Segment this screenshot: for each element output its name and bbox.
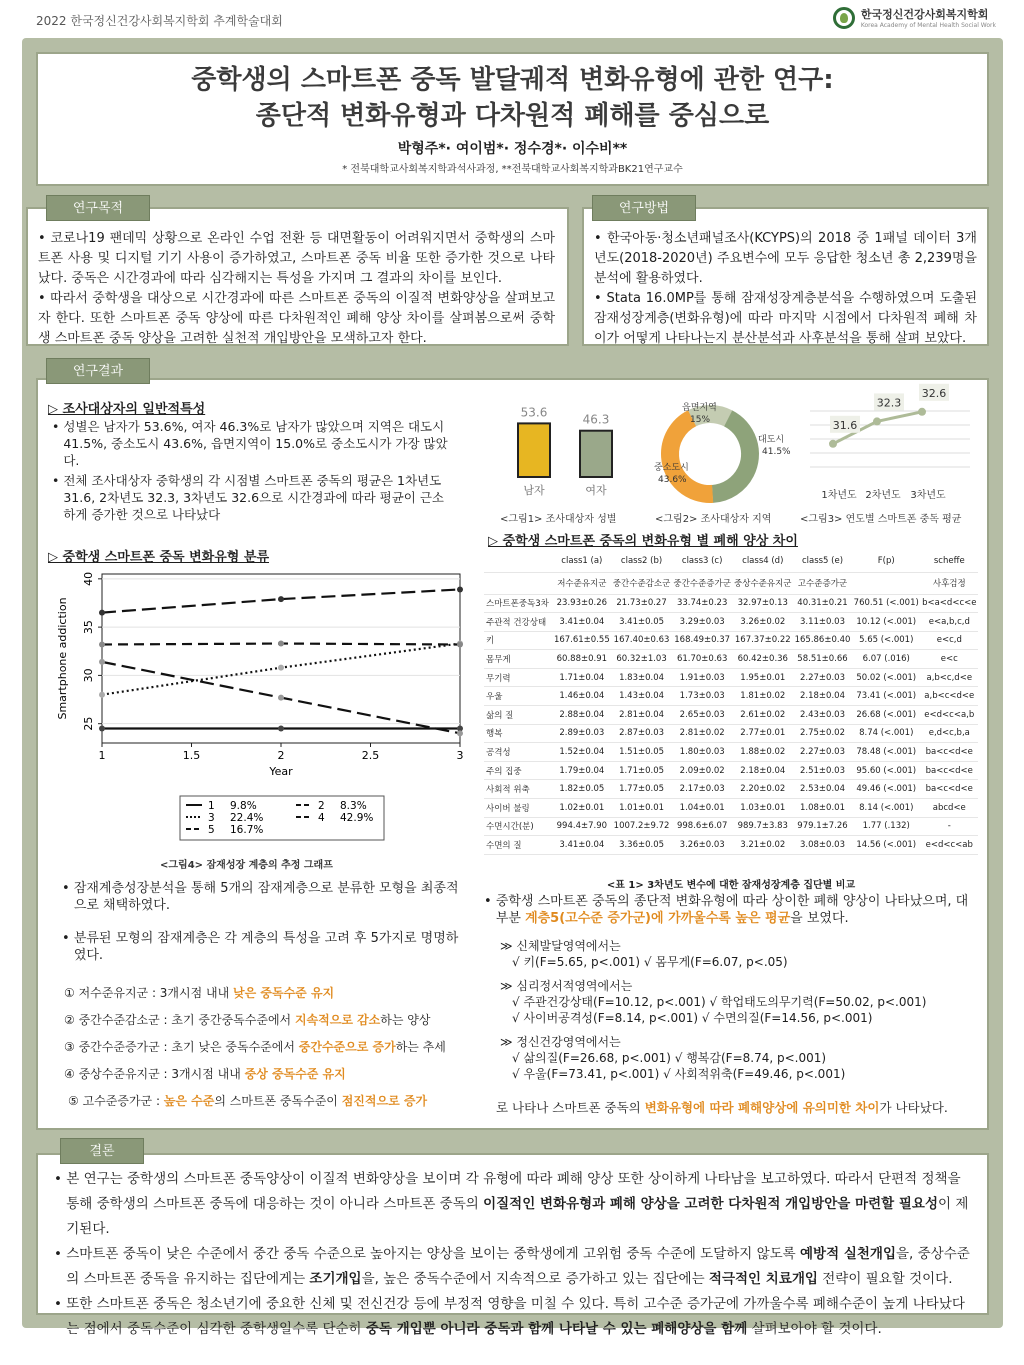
table-cell: 2.75±0.02 — [793, 724, 852, 743]
harm-final-statement: 로 나타나 스마트폰 중독의 변화유형에 따라 폐해양상에 유의미한 차이가 나타났다. — [496, 1100, 948, 1115]
table-cell: 3.36±0.05 — [611, 836, 672, 855]
table-cell: 3.21±0.02 — [732, 836, 793, 855]
class-item-2: ② 중간수준감소군 : 초기 중간중독수준에서 지속적으로 감소하는 양상 — [64, 1013, 431, 1027]
gender-value-label: 46.3 — [582, 412, 610, 427]
table-cell: 2.18±0.04 — [732, 761, 793, 780]
yearly-mean-value: 32.3 — [876, 396, 902, 410]
year-label: 1차년도 — [821, 490, 857, 501]
table-row-label: 사이버 불링 — [484, 799, 552, 818]
table-cell: 2.17±0.03 — [672, 780, 733, 799]
table-cell: e<d<c<a,b — [921, 706, 978, 725]
harm-summary — [484, 893, 974, 927]
table-cell: 2.61±0.02 — [732, 706, 793, 725]
title-line-1: 중학생의 스마트폰 중독 발달궤적 변화유형에 관한 연구: — [191, 65, 834, 95]
table-cell: 49.46 (<.001) — [852, 780, 921, 799]
table-cell: 50.02 (<.001) — [852, 668, 921, 687]
table-cell: 1.46±0.04 — [552, 687, 611, 706]
table-cell: F(p) — [852, 550, 921, 572]
table-row — [484, 631, 978, 650]
class-bullet-2: 분류된 모형의 잠재계층은 각 계층의 특성을 고려 후 5가지로 명명하였다. — [73, 931, 459, 963]
table-cell — [852, 572, 921, 594]
conclusion-text-run: 본 연구는 중학생의 스마트폰 중독양상이 이질적 변화양상을 보이며 각 유형에 따라 폐해 양상 또한 상이하게 나타남을 보고하였다. 따라서 단편적 정책을 통해 중학생의 스마트폰 중독에 대응하는 것이 아니라 스마트폰 중독의 이질적인 변화유형과 폐해 양상을 고려한 다차원적 개입방안을 마련할 필요성이 제기된다. — [66, 1171, 969, 1237]
table-row — [484, 724, 978, 743]
table-cell: 60.42±0.36 — [732, 650, 793, 669]
table-cell: 중상수준유지군 — [732, 572, 793, 594]
table-cell: 994.4±7.90 — [552, 817, 611, 836]
table-cell: 1.79±0.04 — [552, 761, 611, 780]
table-cell: 1.88±0.02 — [732, 743, 793, 762]
table-cell: 78.48 (<.001) — [852, 743, 921, 762]
table-cell: 3.26±0.03 — [672, 836, 733, 855]
table-row — [484, 687, 978, 706]
legend-class-pct: 42.9% — [340, 812, 374, 824]
harm-summary-text: 중학생 스마트폰 중독의 종단적 변화유형에 따라 상이한 폐해 양상이 나타났으며, 대부분 계층5(고수준 증가군)에 가까울수록 높은 평균을 보였다. — [495, 894, 969, 926]
class-item-3: ③ 중간수준증가군 : 초기 낮은 중독수준에서 중간수준으로 증가하는 추세 — [64, 1040, 446, 1054]
table-cell: 60.32±1.03 — [611, 650, 672, 669]
table-row-label: 행복 — [484, 724, 552, 743]
table-row-label — [484, 550, 552, 572]
bullet-dot-icon: • — [484, 894, 496, 909]
table-row-label — [484, 572, 552, 594]
harm-areas — [500, 938, 980, 1082]
x-axis-label: Year — [269, 765, 293, 778]
conclusion-panel — [36, 1153, 989, 1337]
section-tab-results: 연구결과 — [46, 358, 150, 384]
table-row-label: 무기력 — [484, 668, 552, 687]
conclusion-text — [38, 1155, 987, 1342]
table-cell: 60.88±0.91 — [552, 650, 611, 669]
table-cell: 168.49±0.37 — [672, 631, 733, 650]
society-logo-icon — [833, 7, 855, 29]
purpose-paragraph-2: • 따라서 중학생을 대상으로 시간경과에 따른 스마트폰 중독의 이질적 변화양상을 살펴보고자 한다. 또한 스마트폰 중독 양상에 따른 다차원적인 폐해 양상 차이를 살펴봄으로써 중학생 스마트폰 중독 양상을 고려한 실천적 개입방안을 모색하고자 한다. — [38, 291, 555, 346]
class-item-5: ⑤ 고수준증가군 : 높은 수준의 스마트폰 중독수준이 점진적으로 증가 — [68, 1094, 428, 1108]
bullet-dot-icon: • — [52, 419, 64, 434]
table-cell: 1.51±0.05 — [611, 743, 672, 762]
table-cell: 1.95±0.01 — [732, 668, 793, 687]
table-cell: 167.61±0.55 — [552, 631, 611, 650]
y-tick-label: 25 — [82, 716, 95, 731]
trajectory-point — [278, 665, 284, 671]
table-cell: 1.83±0.04 — [611, 668, 672, 687]
legend-class-name: 2 — [318, 800, 325, 812]
table-row-label: 주관적 건강상태 — [484, 613, 552, 632]
table-cell: 40.31±0.21 — [793, 594, 852, 613]
table-cell: 1.77 (.132) — [852, 817, 921, 836]
table-cell: class4 (d) — [732, 550, 793, 572]
yearly-mean-point — [873, 417, 881, 425]
area-psychological: ≫ 심리정서적영역에서는 √ 주관건강상태(F=10.12, p<.001) √ 학업태도의무기력(F=50.02, p<.001) √ 사이버공격성(F=8.14, p<.001) √ 수면의질(F=14.56, p<.001) — [500, 979, 927, 1025]
table-row — [484, 761, 978, 780]
table-cell: e,d<c,b,a — [921, 724, 978, 743]
general-bullets — [52, 418, 452, 523]
table-cell: 760.51 (<.001) — [852, 594, 921, 613]
y-tick-label: 35 — [82, 620, 95, 635]
table-header-row — [484, 550, 978, 572]
table-cell: 61.70±0.63 — [672, 650, 733, 669]
table-row — [484, 668, 978, 687]
authors: 박형주*· 여이범*· 정수경*· 이수비** — [397, 141, 628, 157]
table-cell: 2.27±0.03 — [793, 743, 852, 762]
table-cell: 사후검정 — [921, 572, 978, 594]
table-cell: 3.26±0.02 — [732, 613, 793, 632]
region-slice-value: 41.5% — [762, 447, 791, 457]
table-cell: e<a,b,c,d — [921, 613, 978, 632]
poster-title — [38, 62, 987, 134]
legend-class-name: 1 — [208, 800, 215, 812]
table-header-row — [484, 572, 978, 594]
x-tick-label: 1 — [98, 749, 106, 762]
gender-category-label: 여자 — [585, 484, 607, 497]
section-tab-conclusion: 결론 — [60, 1138, 144, 1164]
table-cell: 2.89±0.03 — [552, 724, 611, 743]
gender-bar-chart — [500, 398, 640, 508]
title-line-2: 종단적 변화유형과 다차원적 폐해를 중심으로 — [255, 101, 770, 131]
table-cell: 3.29±0.03 — [672, 613, 733, 632]
region-donut-chart — [652, 398, 791, 508]
yearly-mean-point — [918, 408, 926, 416]
table-cell: 2.09±0.02 — [672, 761, 733, 780]
legend-class-pct: 9.8% — [230, 800, 257, 812]
table-row-label: 수면시간(분) — [484, 817, 552, 836]
table-cell: 14.56 (<.001) — [852, 836, 921, 855]
figure2-caption: <그림2> 조사대상자 지역 — [655, 514, 772, 525]
trajectory-point — [278, 695, 284, 701]
conclusion-text-run: 또한 스마트폰 중독은 청소년기에 중요한 신체 및 전신건강 등에 부정적 영향을 미칠 수 있다. 특히 고수준 증가군에 가까울수록 폐해수준이 높게 나타났다는 점에서 중독수준이 심각한 중학생일수록 단순히 중독 개입뿐 아니라 중독과 함께 나타날 수 있는 폐해양상을 함께 살펴보아야 할 것이다. — [66, 1296, 965, 1337]
table-cell: 3.11±0.03 — [793, 613, 852, 632]
table-cell: 1.52±0.04 — [552, 743, 611, 762]
class-classification-heading: ▷ 중학생 스마트폰 중독 변화유형 분류 — [48, 550, 269, 565]
table-row-label: 몸무게 — [484, 650, 552, 669]
society-name-en: Korea Academy of Mental Health Social Work — [860, 22, 996, 29]
conclusion-paragraph-1 — [54, 1167, 973, 1242]
region-slice-label: 읍면지역 — [682, 403, 717, 413]
y-tick-label: 40 — [82, 571, 95, 586]
conference-name: 2022 한국정신건강사회복지학회 추계학술대회 — [36, 14, 283, 28]
x-tick-label: 3 — [456, 749, 464, 762]
table-cell: 1.73±0.03 — [672, 687, 733, 706]
region-slice-value: 15% — [690, 415, 711, 425]
table-row — [484, 817, 978, 836]
conclusion-text-run: 스마트폰 중독이 낮은 수준에서 중간 중독 수준으로 높아지는 양상을 보이는 중학생에게 고위험 중독 수준에 도달하지 않도록 예방적 실천개입을, 중상수준의 스마트폰 중독을 유지하는 집단에게는 조기개입을, 높은 중독수준에서 지속적으로 증가하고 있는 집단에는 적극적인 치료개입 전략이 필요할 것이다. — [66, 1246, 970, 1287]
table-cell: 1.82±0.05 — [552, 780, 611, 799]
area-physical: ≫ 신체발달영역에서는 √ 키(F=5.65, p<.001) √ 몸무게(F=6.07, p<.05) — [500, 939, 788, 969]
table1-caption: <표 1> 3차년도 변수에 대한 잠재성장계층 집단별 비교 — [606, 880, 856, 891]
conclusion-paragraph-3 — [54, 1292, 973, 1342]
year-label: 3차년도 — [910, 490, 946, 501]
table-cell: 8.14 (<.001) — [852, 799, 921, 818]
table-cell: 2.51±0.03 — [793, 761, 852, 780]
table-cell: 6.07 (.016) — [852, 650, 921, 669]
bullet-dot-icon: • — [52, 473, 64, 488]
table-cell: a,b<c<d<e — [921, 687, 978, 706]
table-row — [484, 836, 978, 855]
x-tick-label: 2 — [277, 749, 285, 762]
table-cell: 95.60 (<.001) — [852, 761, 921, 780]
table-row — [484, 799, 978, 818]
table-cell: 1.80±0.03 — [672, 743, 733, 762]
table-row — [484, 743, 978, 762]
trajectory-point — [457, 586, 463, 592]
table-cell: 2.53±0.04 — [793, 780, 852, 799]
table-row-label: 스마트폰중독3차 — [484, 594, 552, 613]
table-cell: 1.71±0.04 — [552, 668, 611, 687]
trajectory-point — [99, 692, 105, 698]
affiliation: * 전북대학교사회복지학과석사과정, **전북대학교사회복지학과BK21연구교수 — [342, 164, 683, 175]
yearly-mean-value: 31.6 — [832, 418, 858, 432]
area-mental-health: ≫ 정신건강영역에서는 √ 삶의질(F=26.68, p<.001) √ 행복감(F=8.74, p<.001) √ 우울(F=73.41, p<.001) √ 사회적위축(F=49.46, p<.001) — [500, 1035, 846, 1081]
table-cell: ba<c<d<e — [921, 780, 978, 799]
table-cell: 저수준유지군 — [552, 572, 611, 594]
bullet-dot-icon: • — [62, 881, 74, 896]
table-cell: 2.81±0.02 — [672, 724, 733, 743]
table-row-label: 공격성 — [484, 743, 552, 762]
figure1-caption: <그림1> 조사대상자 성별 — [500, 514, 617, 525]
table-cell: 1.71±0.05 — [611, 761, 672, 780]
bullet-dot-icon: • — [54, 1171, 67, 1187]
bullet-dot-icon: • — [54, 1246, 67, 1262]
year-label: 2차년도 — [865, 490, 901, 501]
table-cell: 1.08±0.01 — [793, 799, 852, 818]
legend-class-name: 4 — [318, 812, 325, 824]
method-paragraph-2: • Stata 16.0MP를 통해 잠재성장계층분석을 수행하였으며 도출된 잠재성장계층(변화유형)에 따라 마지막 시점에서 다차원적 폐해 차이가 어떻게 나타나는지 분산분석과 사후분석을 통해 살펴 보았다. — [594, 291, 977, 346]
table-row-label: 수면의 질 — [484, 836, 552, 855]
general-characteristics-heading: ▷ 조사대상자의 일반적특성 — [48, 402, 206, 417]
legend-class-name: 3 — [208, 812, 215, 824]
table-row — [484, 780, 978, 799]
class-item-1: ① 저수준유지군 : 3개시점 내내 낮은 중독수준 유지 — [64, 986, 335, 1000]
legend-class-pct: 16.7% — [230, 824, 264, 836]
table-cell: 989.7±3.83 — [732, 817, 793, 836]
table-cell: 중간수준증가군 — [672, 572, 733, 594]
table-cell: e<c,d — [921, 631, 978, 650]
table-cell: 73.41 (<.001) — [852, 687, 921, 706]
figure4-caption: <그림4> 잠재성장 계층의 추정 그래프 — [160, 860, 333, 871]
gender-category-label: 남자 — [523, 484, 545, 497]
table-cell: 21.73±0.27 — [611, 594, 672, 613]
y-axis-label: Smartphone addiction — [56, 597, 69, 720]
title-block — [36, 52, 989, 186]
table-cell: 1.03±0.01 — [732, 799, 793, 818]
class-bullet-1: 잠재계층성장분석을 통해 5개의 잠재계층으로 분류한 모형을 최종적으로 채택하였다. — [73, 881, 459, 913]
table-cell: e<c — [921, 650, 978, 669]
table-cell: 33.74±0.23 — [672, 594, 733, 613]
society-name: 한국정신건강사회복지학회 — [860, 8, 989, 21]
table-cell: class3 (c) — [672, 550, 733, 572]
table-cell: e<d<c<ab — [921, 836, 978, 855]
table-cell: 5.65 (<.001) — [852, 631, 921, 650]
table-cell: - — [921, 817, 978, 836]
table-cell: 2.43±0.03 — [793, 706, 852, 725]
yearly-mean-value: 32.6 — [921, 386, 947, 400]
table-cell: 2.77±0.01 — [732, 724, 793, 743]
harm-difference-heading: ▷ 중학생 스마트폰 중독의 변화유형 별 폐해 양상 차이 — [488, 534, 798, 549]
trajectory-point — [99, 726, 105, 732]
table-cell: 1.43±0.04 — [611, 687, 672, 706]
region-slice-label: 중소도시 — [654, 463, 689, 473]
trajectory-point — [457, 641, 463, 647]
method-paragraph-1: • 한국아동·청소년패널조사(KCYPS)의 2018 중 1패널 데이터 3개년도(2018-2020년) 주요변수에 모두 응답한 청소년 총 2,239명을 분석에 활용하였다. — [594, 231, 977, 286]
x-tick-label: 2.5 — [361, 749, 380, 762]
table-cell: 3.41±0.04 — [552, 613, 611, 632]
table-cell: class2 (b) — [611, 550, 672, 572]
table-cell: 3.41±0.04 — [552, 836, 611, 855]
class-item-4: ④ 중상수준유지군 : 3개시점 내내 중상 중독수준 유지 — [64, 1067, 346, 1081]
table-cell: 1.04±0.01 — [672, 799, 733, 818]
table-cell: 중간수준감소군 — [611, 572, 672, 594]
table-cell: 1.01±0.01 — [611, 799, 672, 818]
general-bullet-2: 전체 조사대상자 중학생의 각 시점별 스마트폰 중독의 평균은 1차년도 31.6, 2차년도 32.3, 3차년도 32.6으로 시간경과에 따라 평균이 근소하게 증가한 것으로 나타났다 — [63, 473, 444, 522]
figure3-caption: <그림3> 연도별 스마트폰 중독 평균 — [800, 514, 962, 525]
table-row-label: 키 — [484, 631, 552, 650]
section-tab-purpose: 연구목적 — [46, 195, 150, 221]
class-list — [64, 984, 464, 1119]
table-cell: 2.81±0.04 — [611, 706, 672, 725]
purpose-paragraph-1: • 코로나19 팬데믹 상황으로 온라인 수업 전환 등 대면활동이 어려워지면서 중학생의 스마트폰 사용 및 디지털 기기 사용이 증가하였고, 스마트폰 중독 비율 또한 증가한 것으로 나타났다. 중독은 시간경과에 따라 심각해지는 특성을 가지며 그 결과의 차이를 보인다. — [38, 231, 555, 286]
table-cell: class1 (a) — [552, 550, 611, 572]
conclusion-paragraph-2 — [54, 1242, 973, 1292]
table-cell: 1.02±0.01 — [552, 799, 611, 818]
table-cell: 1.91±0.03 — [672, 668, 733, 687]
gender-bar — [580, 431, 612, 477]
legend-class-pct: 22.4% — [230, 812, 264, 824]
table-cell: 2.27±0.03 — [793, 668, 852, 687]
table-cell: 167.37±0.22 — [732, 631, 793, 650]
table-cell: 10.12 (<.001) — [852, 613, 921, 632]
table-cell: ba<c<d<e — [921, 743, 978, 762]
bullet-dot-icon: • — [54, 1296, 67, 1312]
region-slice-label: 대도시 — [758, 435, 785, 445]
table-cell: class5 (e) — [793, 550, 852, 572]
table-row — [484, 594, 978, 613]
table-cell: 2.20±0.02 — [732, 780, 793, 799]
purpose-panel — [26, 207, 569, 346]
trajectory-point — [99, 659, 105, 665]
class-bullets — [62, 880, 462, 964]
comparison-table — [484, 550, 978, 855]
table-cell: 고수준증가군 — [793, 572, 852, 594]
table-row — [484, 706, 978, 725]
table-cell: 1.77±0.05 — [611, 780, 672, 799]
table-cell: scheffe — [921, 550, 978, 572]
table-row — [484, 613, 978, 632]
trajectory-point — [99, 641, 105, 647]
table-row-label: 주의 집중 — [484, 761, 552, 780]
table-row-label: 삶의 질 — [484, 706, 552, 725]
table-cell: 979.1±7.26 — [793, 817, 852, 836]
region-slice-value: 43.6% — [658, 475, 687, 485]
table-cell: 165.86±0.40 — [793, 631, 852, 650]
gender-value-label: 53.6 — [520, 405, 548, 420]
table-cell: 167.40±0.63 — [611, 631, 672, 650]
table-row-label: 사회적 위축 — [484, 780, 552, 799]
table-cell: 58.51±0.66 — [793, 650, 852, 669]
table-cell: 3.41±0.05 — [611, 613, 672, 632]
comparison-table-wrap — [484, 550, 978, 855]
table-cell: 1007.2±9.72 — [611, 817, 672, 836]
table-row — [484, 650, 978, 669]
table-cell: 3.08±0.03 — [793, 836, 852, 855]
table-cell: 32.97±0.13 — [732, 594, 793, 613]
table-cell: 26.68 (<.001) — [852, 706, 921, 725]
table-cell: 2.88±0.04 — [552, 706, 611, 725]
table-cell: b<a<d<c<e — [921, 594, 978, 613]
table-row-label: 우울 — [484, 687, 552, 706]
table-cell: ba<c<d<e — [921, 761, 978, 780]
x-tick-label: 1.5 — [182, 749, 201, 762]
trajectory-point — [278, 641, 284, 647]
trajectory-point — [99, 610, 105, 616]
table-cell: 2.18±0.04 — [793, 687, 852, 706]
trajectory-point — [278, 596, 284, 602]
section-tab-method: 연구방법 — [592, 195, 696, 221]
society-logo — [833, 6, 996, 29]
yearly-mean-point — [829, 440, 837, 448]
table-cell: 8.74 (<.001) — [852, 724, 921, 743]
method-text — [584, 209, 987, 349]
legend-class-pct: 8.3% — [340, 800, 367, 812]
table-cell: 998.6±6.07 — [672, 817, 733, 836]
table-cell: 2.87±0.03 — [611, 724, 672, 743]
trajectory-point — [457, 730, 463, 736]
table-cell: 23.93±0.26 — [552, 594, 611, 613]
bullet-dot-icon: • — [62, 931, 74, 946]
trajectory-point — [278, 726, 284, 732]
table-cell: 1.81±0.02 — [732, 687, 793, 706]
gender-bar — [518, 423, 550, 477]
y-tick-label: 30 — [82, 668, 95, 683]
table-cell: a,b<c,d<e — [921, 668, 978, 687]
method-panel — [582, 207, 989, 346]
purpose-text — [28, 209, 567, 349]
table-cell: abcd<e — [921, 799, 978, 818]
general-bullet-1: 성별은 남자가 53.6%, 여자 46.3%로 남자가 많았으며 지역은 대도시 41.5%, 중소도시 43.6%, 읍면지역이 15.0%로 중소도시가 가장 많았다. — [63, 419, 448, 468]
latent-class-trajectory-chart — [52, 568, 472, 840]
table-cell: 2.65±0.03 — [672, 706, 733, 725]
yearly-mean-line-chart — [805, 386, 975, 510]
legend-class-name: 5 — [208, 824, 215, 836]
